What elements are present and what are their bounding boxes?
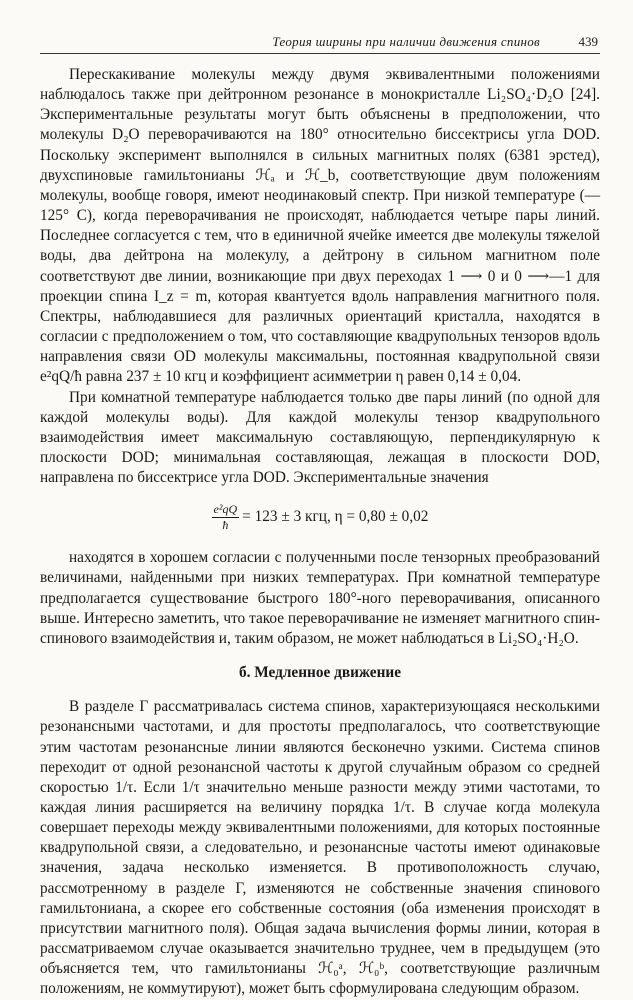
- running-title: Теория ширины при наличии движения спинов: [272, 34, 540, 49]
- paragraph-2: При комнатной температуре наблюдается только две пары линий (по одной для каждой молекулы воды). Для каждой молекулы тензор квадрупольного взаимодействия имеет максимальную составляющую, перпендикулярную к плоскости DOD; минимальная составляющая, лежащая в плоскости DOD, направлена по биссектрисе угла DOD. Экспериментальные значения: [40, 388, 600, 487]
- running-header: [40, 32, 600, 54]
- formula-numerator: e²qQ: [213, 501, 238, 516]
- paragraph-4: В разделе Г рассматривалась система спинов, характеризующаяся несколькими резонансными частотами, и для простоты предполагалось, что соответствующие этим частотам резонансные линии являются бесконечно узкими. Система спинов переходит от одной резонансной частоты к другой случайным образом со средней скоростью 1/τ. Если 1/τ значительно меньше разности между этими частотами, то каждая линия расширяется на величину порядка 1/τ. В случае когда молекула совершает переходы между эквивалентными положениями, для которых постоянные квадрупольной связи, а следовательно, и резонансные частоты имеют одинаковые значения, задача несколько изменяется. В противоположность случаю, рассмотренному в разделе Г, изменяются не собственные значения спинового гамильтониана, а скорее его собственные состояния (оба изменения происходят в присутствии магнитного поля). Общая задача вычисления формы линии, которая в рассматриваемом случае оказывается значительно труднее, чем в предыдущем (это объясняется тем, что гамильтонианы ℋ₀ᵃ, ℋ₀ᵇ, соответствующие различным положениям, не коммутируют), может быть сформулирована следующим образом.: [40, 698, 600, 998]
- paragraph-1: Перескакивание молекулы между двумя эквивалентными положениями наблюдалось также при дейтронном резонансе в монокристалле Li₂SO₄·D₂O [24]. Экспериментальные результаты могут быть объяснены в предположении, что молекулы D₂O переворачиваются на 180° относительно биссектрисы угла DOD. Поскольку эксперимент выполнялся в сильных магнитных полях (6381 эрстед), двухспиновые гамильтонианы ℋₐ и ℋ_b, соответствующие двум положениям молекулы, вообще говоря, имеют неодинаковый спектр. При низкой температуре (—125° C), когда переворачивания не происходят, наблюдается четыре пары линий. Последнее согласуется с тем, что в единичной ячейке имеется две молекулы тяжелой воды, два дейтрона на молекулу, а дейтрону в сильном магнитном поле соответствуют две линии, возникающие при двух переходах 1 ⟶ 0 и 0 ⟶—1 для проекции спина I_z = m, которая квантуется вдоль направления магнитного поля. Спектры, наблюдавшиеся для различных ориентаций кристалла, находятся в согласии с предположением о том, что составляющие квадрупольных тензоров вдоль направления связи OD молекулы максимальны, постоянная квадрупольной связи e²qQ/ħ равна 237 ± 10 кгц и коэффициент асимметрии η равен 0,14 ± 0,04.: [40, 66, 600, 386]
- paragraph-3: находятся в хорошем согласии с полученными после тензорных преобразований величинами, найденными при низких температурах. При комнатной температуре предполагается существование быстрого 180°-ного переворачивания, описанного выше. Интересно заметить, что такое переворачивание не изменяет магнитного спин-спинового взаимодействия и, таким образом, не может наблюдаться в Li₂SO₄·H₂O.: [40, 549, 600, 647]
- page-body: [40, 65, 600, 1000]
- display-formula: [40, 496, 600, 538]
- formula-expression: = 123 ± 3 кгц, η = 0,80 ± 0,02: [242, 508, 429, 526]
- formula-fraction: [212, 502, 240, 533]
- formula-denominator: ħ: [222, 517, 229, 532]
- section-heading: б. Медленное движение: [238, 664, 402, 682]
- page-number: 439: [578, 34, 598, 49]
